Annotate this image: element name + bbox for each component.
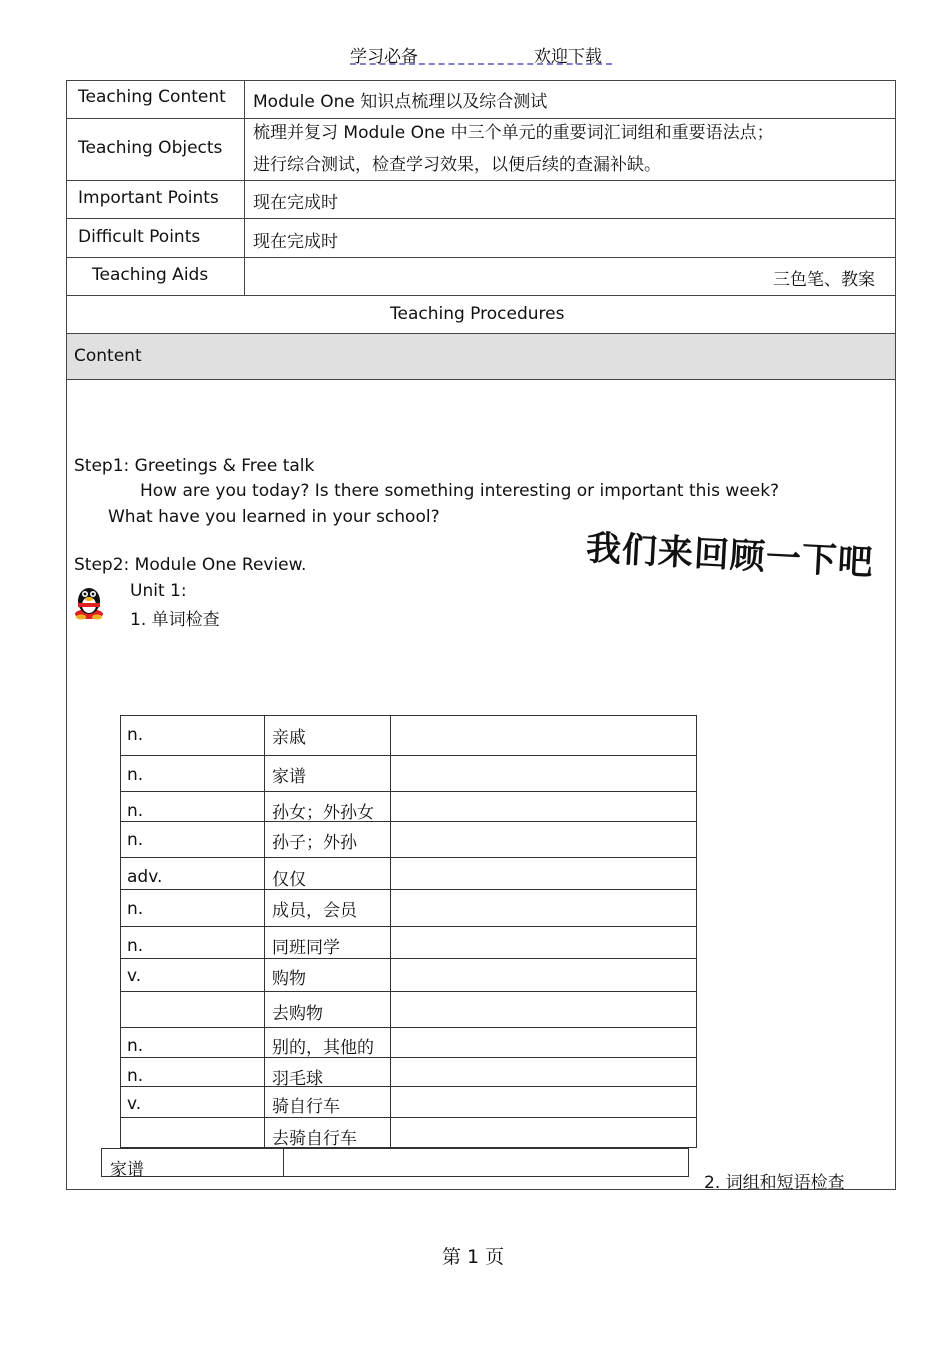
meaning-cell: 亲戚	[272, 728, 306, 748]
meaning-cell: 去骑自行车	[272, 1129, 357, 1149]
pos-cell: v.	[127, 966, 142, 986]
table-row	[121, 927, 696, 959]
teaching-aids-value: 三色笔、教案	[773, 270, 875, 290]
pos-cell: n.	[127, 765, 144, 785]
teaching-objects-line2: 进行综合测试，检查学习效果，以便后续的查漏补缺。	[253, 155, 661, 175]
pos-cell: n.	[127, 1066, 144, 1086]
teaching-objects-label: Teaching Objects	[78, 138, 223, 158]
review-stamp-text: 我们来回顾一下吧	[584, 528, 875, 584]
header-dashed-line	[350, 63, 612, 65]
table-row	[121, 1118, 696, 1147]
table-row	[121, 992, 696, 1028]
divider	[66, 180, 896, 181]
pos-cell: n.	[127, 1036, 144, 1056]
table-row	[121, 792, 696, 822]
important-points-value: 现在完成时	[253, 193, 338, 213]
pos-cell: n.	[127, 725, 144, 745]
pos-cell: n.	[127, 801, 144, 821]
unit-label: Unit 1:	[130, 581, 187, 601]
phrase-cell: 家谱	[110, 1160, 144, 1180]
difficult-points-label: Difficult Points	[78, 227, 201, 247]
meaning-cell: 去购物	[272, 1004, 323, 1024]
penguin-icon	[72, 584, 106, 620]
header-left-text: 学习必备	[350, 47, 418, 67]
content-header-band	[67, 334, 895, 379]
step2-title: Step2: Module One Review.	[74, 555, 307, 575]
column-divider	[390, 715, 391, 1148]
meaning-cell: 成员，会员	[272, 901, 357, 921]
divider	[66, 379, 896, 380]
teaching-content-label: Teaching Content	[78, 87, 226, 107]
table-row	[121, 858, 696, 890]
step1-question-1: How are you today? Is there something interesting or important this week?	[140, 481, 780, 501]
meaning-cell: 家谱	[272, 767, 306, 787]
divider	[66, 257, 896, 258]
teaching-content-value: Module One 知识点梳理以及综合测试	[253, 92, 548, 112]
pos-cell: n.	[127, 899, 144, 919]
table-row	[121, 1028, 696, 1058]
meaning-cell: 同班同学	[272, 938, 340, 958]
meaning-cell: 孙子；外孙	[272, 833, 357, 853]
divider	[66, 295, 896, 296]
difficult-points-value: 现在完成时	[253, 232, 338, 252]
table-row	[121, 756, 696, 792]
pos-cell: n.	[127, 936, 144, 956]
column-divider	[244, 80, 245, 295]
teaching-objects-line1: 梳理并复习 Module One 中三个单元的重要词汇词组和重要语法点；	[253, 123, 774, 143]
page-number: 第 1 页	[442, 1246, 505, 1268]
divider	[66, 218, 896, 219]
table-row	[121, 959, 696, 992]
pos-cell: n.	[127, 830, 144, 850]
step1-question-2: What have you learned in your school?	[108, 507, 440, 527]
table-row	[121, 890, 696, 927]
table-row	[121, 1087, 696, 1118]
phrase-check-heading: 2. 词组和短语检查	[704, 1173, 845, 1193]
vocabulary-table	[120, 715, 697, 1148]
table-row	[121, 822, 696, 858]
table-row	[121, 1058, 696, 1087]
pos-cell: adv.	[127, 867, 163, 887]
meaning-cell: 购物	[272, 969, 306, 989]
meaning-cell: 羽毛球	[272, 1069, 323, 1089]
teaching-aids-label: Teaching Aids	[92, 265, 209, 285]
teaching-procedures-title: Teaching Procedures	[390, 304, 565, 324]
important-points-label: Important Points	[78, 188, 219, 208]
meaning-cell: 骑自行车	[272, 1097, 340, 1117]
meaning-cell: 仅仅	[272, 870, 306, 890]
phrase-table	[101, 1148, 689, 1180]
meaning-cell: 别的，其他的	[272, 1038, 374, 1058]
table-row	[121, 716, 696, 756]
column-divider	[283, 1149, 284, 1176]
step1-title: Step1: Greetings & Free talk	[74, 456, 315, 476]
pos-cell: v.	[127, 1094, 142, 1114]
meaning-cell: 孙女；外孙女	[272, 803, 374, 823]
word-check-heading: 1. 单词检查	[130, 610, 220, 630]
header-right-text: 欢迎下载	[534, 47, 602, 67]
content-label: Content	[74, 346, 142, 366]
